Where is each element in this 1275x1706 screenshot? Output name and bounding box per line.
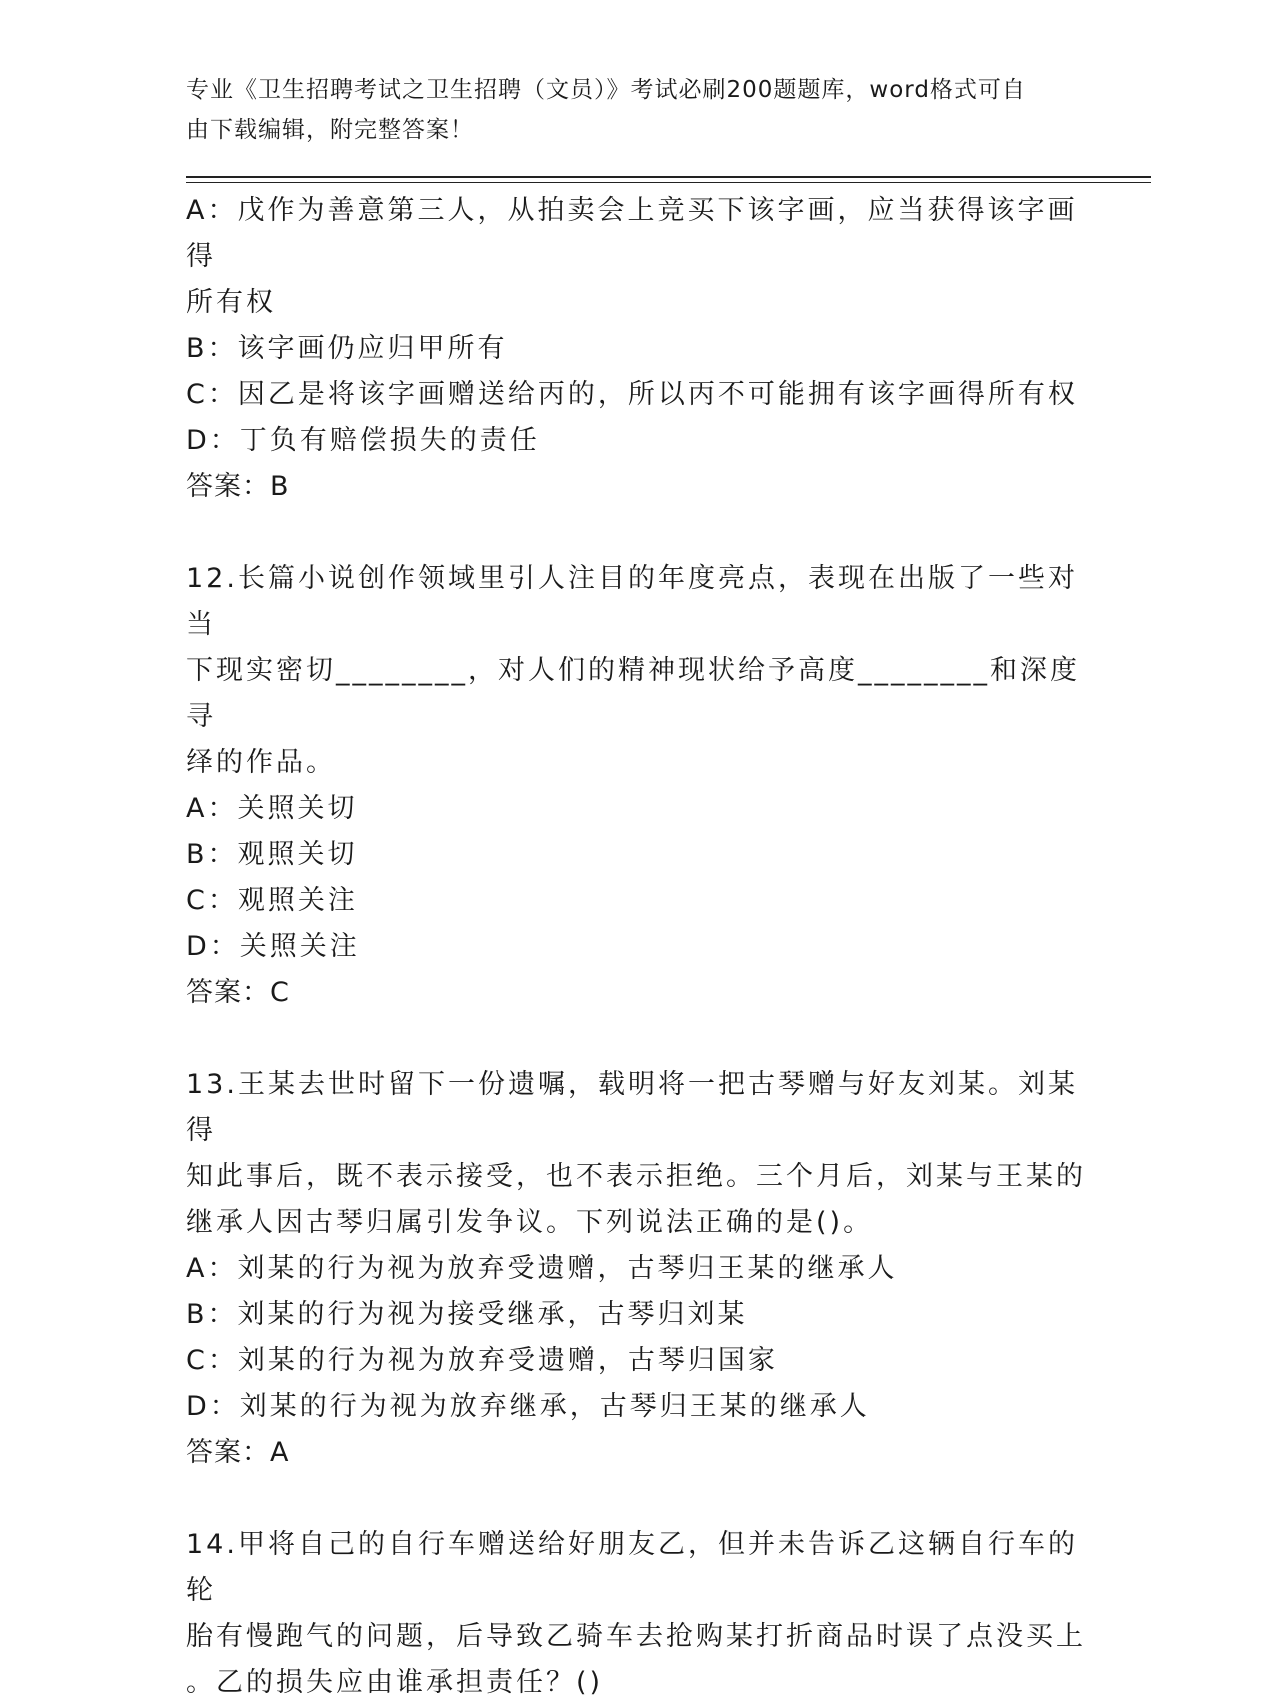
spacer [186, 510, 1086, 556]
q12-answer: 答案：C [186, 977, 290, 1008]
header-divider-thick [186, 176, 1151, 178]
header-line-1: 专业《卫生招聘考试之卫生招聘（文员）》考试必刷200题题库，word格式可自 [186, 77, 1026, 103]
q11-answer: 答案：B [186, 471, 290, 502]
q12-option-a: A：关照关切 [186, 793, 358, 824]
q12-option-d: D：关照关注 [186, 931, 360, 962]
q14-stem-line-2: 胎有慢跑气的问题，后导致乙骑车去抢购某打折商品时误了点没买上 [186, 1621, 1086, 1652]
question-12 [186, 556, 1086, 1016]
q12-stem-line-3: 绎的作品。 [186, 747, 336, 778]
question-11-options [186, 188, 1086, 510]
document-body [186, 188, 1086, 1706]
q12-option-c: C：观照关注 [186, 885, 358, 916]
q13-option-a: A：刘某的行为视为放弃受遗赠，古琴归王某的继承人 [186, 1253, 898, 1284]
header-divider-thin [186, 182, 1151, 183]
spacer [186, 1476, 1086, 1522]
q11-option-a-line-2: 所有权 [186, 287, 276, 318]
question-13 [186, 1062, 1086, 1476]
q11-option-b: B：该字画仍应归甲所有 [186, 333, 508, 364]
q11-option-a-line-1: A：戊作为善意第三人，从拍卖会上竞买下该字画，应当获得该字画得 [186, 195, 1078, 272]
q13-stem-line-3: 继承人因古琴归属引发争议。下列说法正确的是()。 [186, 1207, 874, 1238]
q13-option-d: D：刘某的行为视为放弃继承，古琴归王某的继承人 [186, 1391, 870, 1422]
q11-option-c: C：因乙是将该字画赠送给丙的，所以丙不可能拥有该字画得所有权 [186, 379, 1078, 410]
q13-option-b: B：刘某的行为视为接受继承，古琴归刘某 [186, 1299, 748, 1330]
document-header [186, 70, 1066, 150]
q11-option-d: D：丁负有赔偿损失的责任 [186, 425, 540, 456]
header-line-2: 由下载编辑，附完整答案！ [186, 117, 474, 143]
q13-answer: 答案：A [186, 1437, 290, 1468]
q12-stem-line-1: 12.长篇小说创作领域里引人注目的年度亮点，表现在出版了一些对当 [186, 563, 1078, 640]
spacer [186, 1016, 1086, 1062]
question-14 [186, 1522, 1086, 1706]
q12-stem-line-2: 下现实密切________，对人们的精神现状给予高度________和深度寻 [186, 655, 1080, 732]
q12-option-b: B：观照关切 [186, 839, 358, 870]
q13-stem-line-2: 知此事后，既不表示接受，也不表示拒绝。三个月后，刘某与王某的 [186, 1161, 1086, 1192]
q14-stem-line-3: 。乙的损失应由谁承担责任？() [186, 1667, 604, 1698]
q13-stem-line-1: 13.王某去世时留下一份遗嘱，载明将一把古琴赠与好友刘某。刘某得 [186, 1069, 1078, 1146]
q13-option-c: C：刘某的行为视为放弃受遗赠，古琴归国家 [186, 1345, 778, 1376]
q14-stem-line-1: 14.甲将自己的自行车赠送给好朋友乙，但并未告诉乙这辆自行车的轮 [186, 1529, 1078, 1606]
